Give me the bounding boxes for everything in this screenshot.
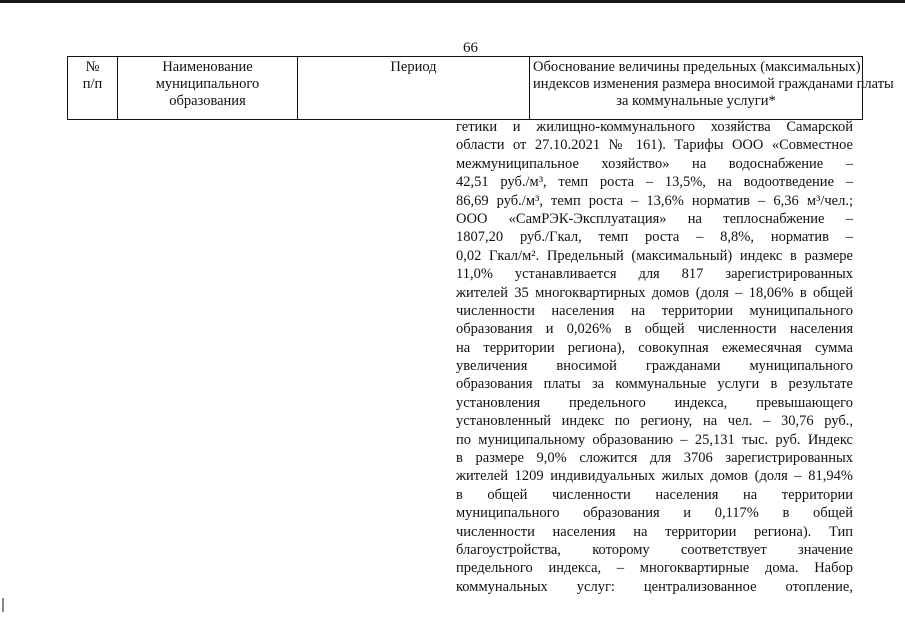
page-number: 66 <box>463 40 478 56</box>
header-period-line: Период <box>390 59 437 75</box>
text-line: ООО «СамРЭК-Эксплуатация» на теплоснабжение – <box>456 210 853 227</box>
text-line: 11,0% устанавливается для 817 зарегистрированных <box>456 266 853 283</box>
table-header <box>67 56 894 120</box>
text-line: в размере 9,0% сложится для 3706 зарегистрированных <box>456 450 853 467</box>
text-line: установления предельного индекса, превышающего <box>456 394 853 411</box>
header-number-line: № <box>85 59 100 75</box>
text-line: образования и 0,026% в общей численности населения <box>456 321 853 338</box>
text-line: области от 27.10.2021 № 161). Тарифы ООО «Совместное <box>456 137 853 154</box>
text-line: численности населения на территории региона). Тип <box>456 523 853 540</box>
header-cell-municipality <box>118 57 298 120</box>
text-line: по муниципальному образованию – 25,131 тыс. руб. Индекс <box>456 431 853 448</box>
header-cell-basis <box>530 57 894 120</box>
header-municipality-line: Наименование <box>162 59 253 75</box>
header-number-line: п/п <box>82 76 103 92</box>
text-line: увеличения вносимой гражданами муниципального <box>456 358 853 375</box>
header-basis-line: за коммунальные услуги* <box>616 93 776 109</box>
text-line: 0,02 Гкал/м². Предельный (максимальный) индекс в размере <box>456 247 853 264</box>
header-municipality-line: муниципального <box>155 76 260 92</box>
header-cell-number <box>68 57 118 120</box>
text-line: предельного индекса, – многоквартирные дома. Набор <box>456 560 853 577</box>
text-line: в общей численности населения на территории <box>456 486 853 503</box>
text-line: коммунальных услуг: централизованное отопление, <box>456 578 853 595</box>
text-line: численности населения на территории муниципального <box>456 302 853 319</box>
header-basis-line: Обоснование величины предельных (максимальных) <box>533 59 861 75</box>
header-municipality-line: образования <box>169 93 246 109</box>
text-line: межмуниципальное хозяйство» на водоснабжение – <box>456 155 853 172</box>
text-line: жителей 1209 индивидуальных жилых домов (доля – 81,94% <box>456 468 853 485</box>
text-line: жителей 35 многоквартирных домов (доля – 18,06% в общей <box>456 284 853 301</box>
text-line: 1807,20 руб./Гкал, темп роста – 8,8%, норматив – <box>456 229 853 246</box>
text-line: 86,69 руб./м³, темп роста – 13,6% норматив – 6,36 м³/чел.; <box>456 192 853 209</box>
top-border-rule <box>0 0 905 3</box>
text-line: 42,51 руб./м³, темп роста – 13,5%, на водоотведение – <box>456 174 853 191</box>
basis-text-block <box>456 118 853 596</box>
text-line: образования платы за коммунальные услуги в результате <box>456 376 853 393</box>
scan-edge-mark <box>2 598 4 612</box>
header-basis-line: индексов изменения размера вносимой гражданами платы <box>533 76 894 92</box>
header-cell-period <box>298 57 530 120</box>
text-line: благоустройства, которому соответствует значение <box>456 541 853 558</box>
table-header-row <box>68 57 863 120</box>
text-line: на территории региона), совокупная ежемесячная сумма <box>456 339 853 356</box>
text-line: гетики и жилищно-коммунального хозяйства Самарской <box>456 119 853 135</box>
text-line: муниципального образования и 0,117% в общей <box>456 505 853 522</box>
text-line: установленный индекс по региону, на чел. – 30,76 руб., <box>456 413 853 430</box>
